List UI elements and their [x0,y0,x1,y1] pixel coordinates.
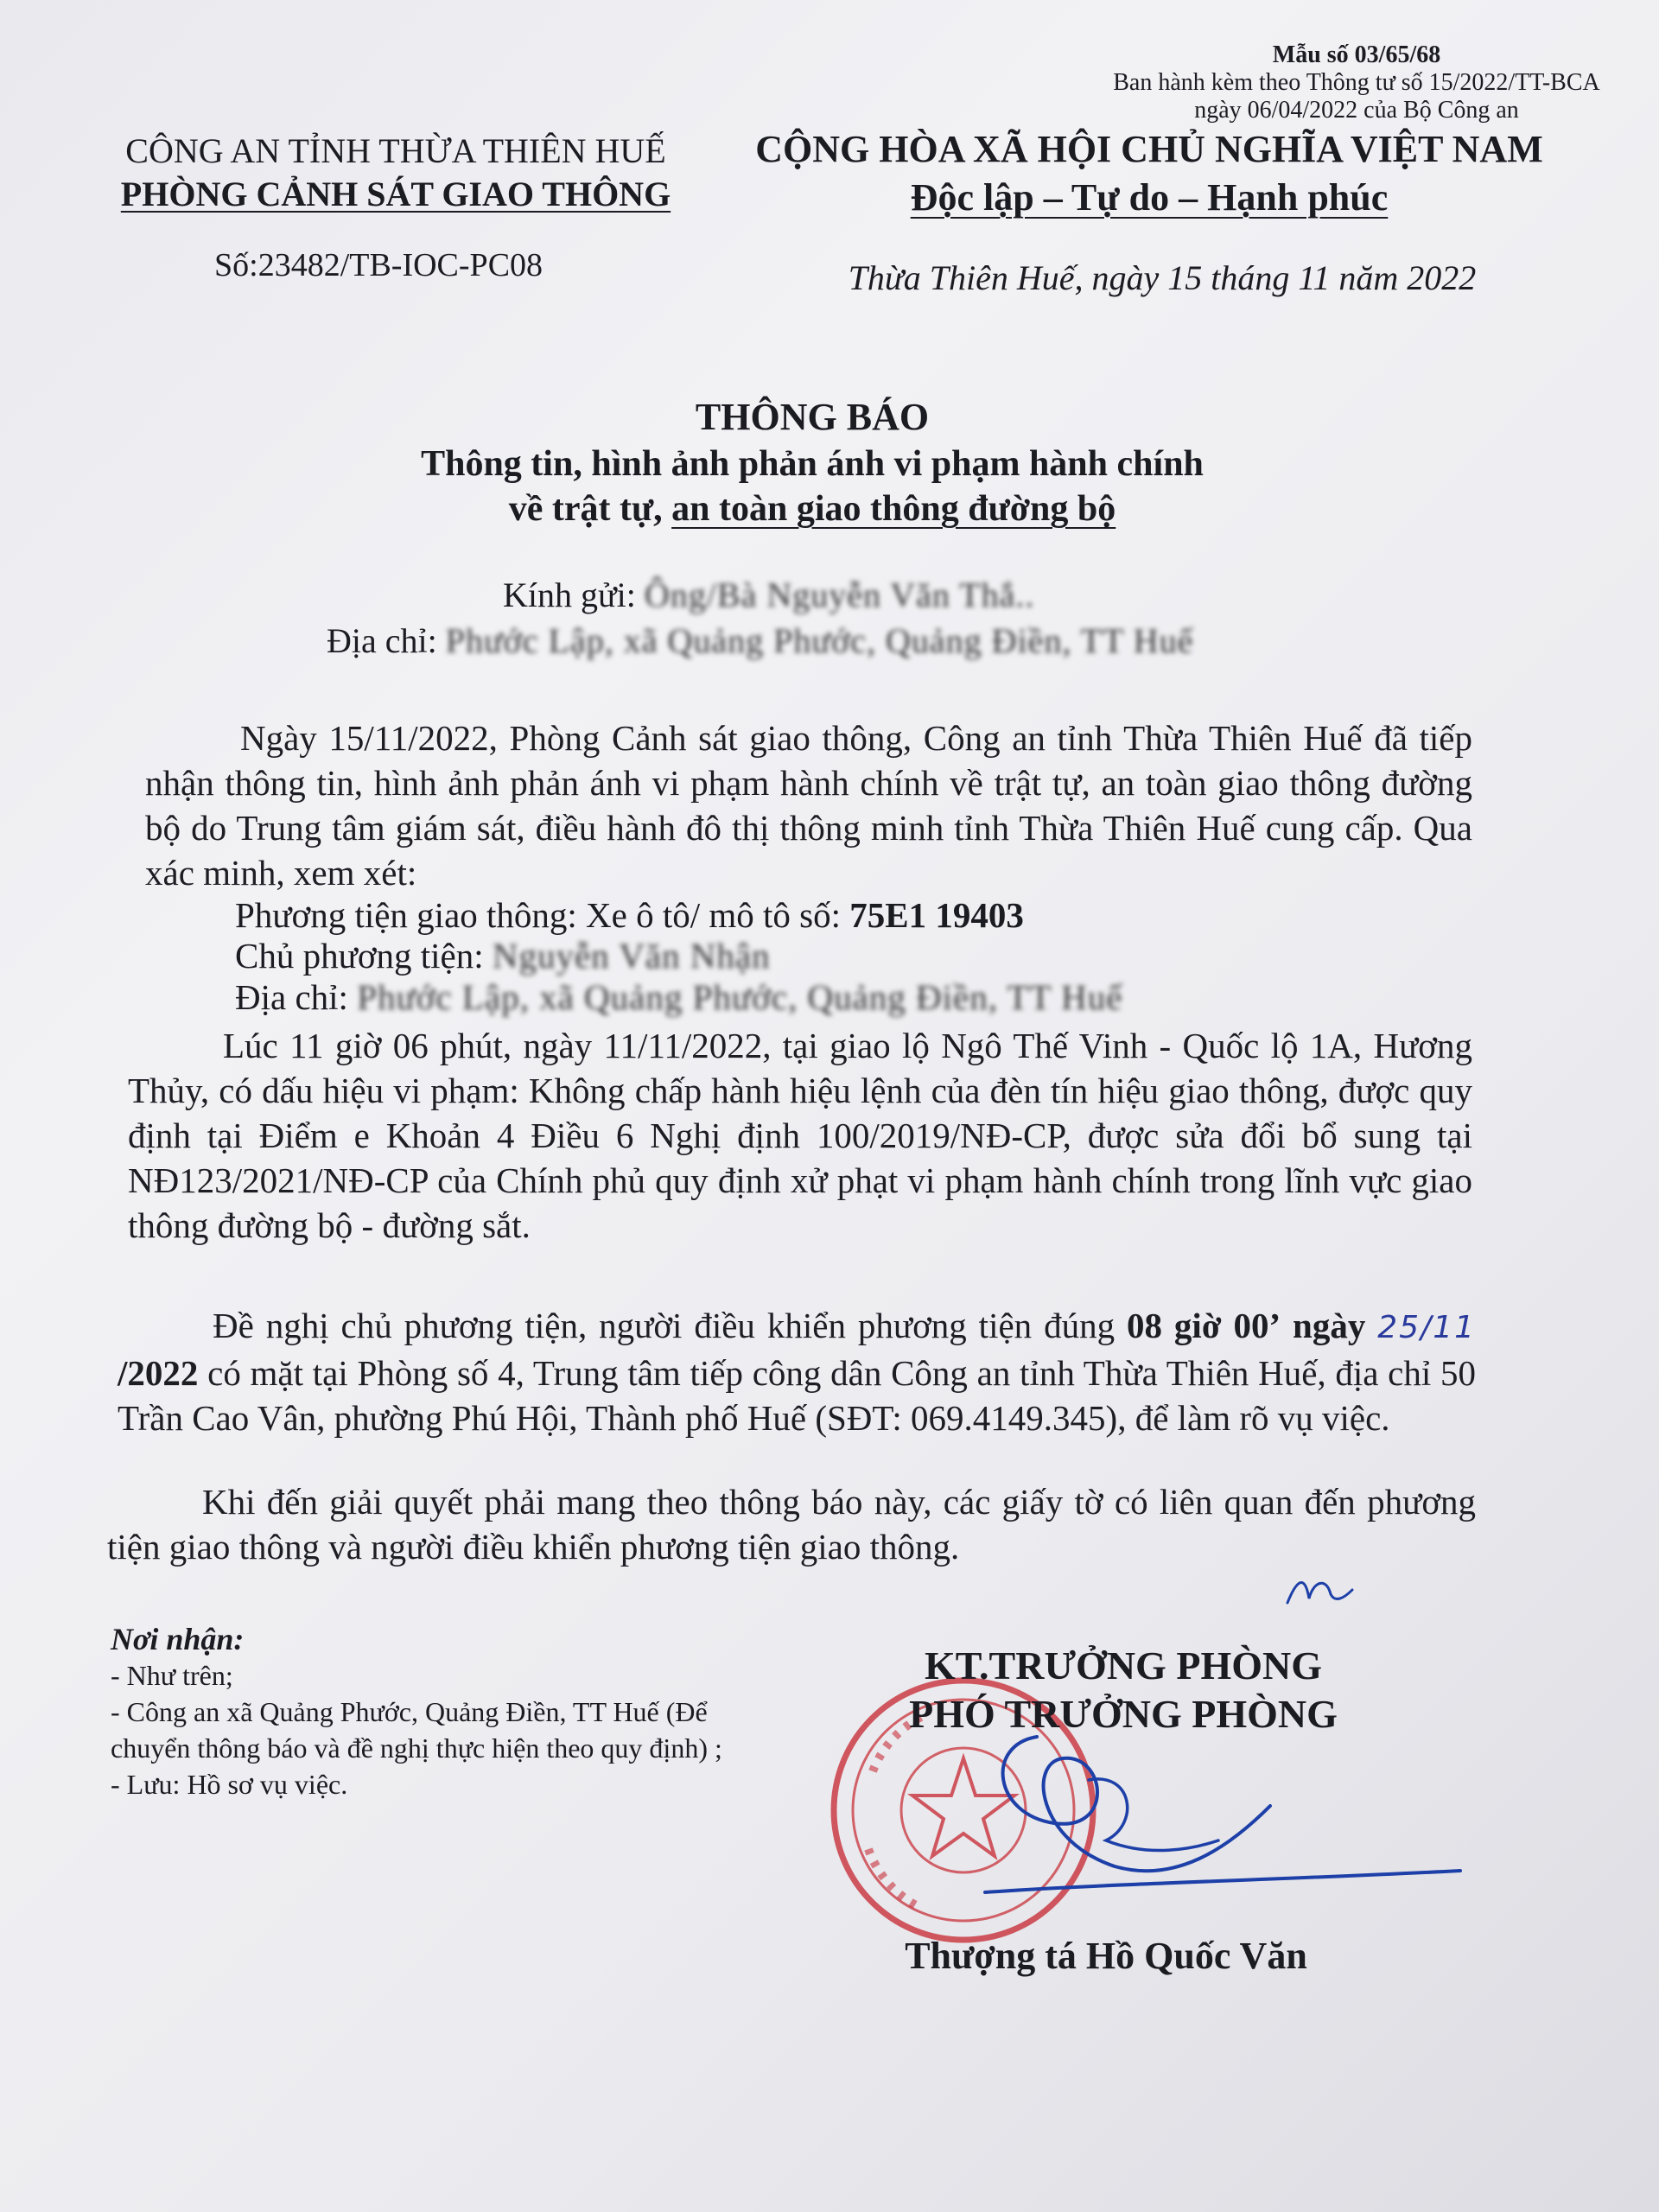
summons-time: 08 giờ 00’ [1127,1306,1281,1345]
recipient-item: - Như trên; [111,1660,233,1691]
form-number: Mẫu số 03/65/68 [1272,41,1441,68]
summons-year: /2022 [118,1353,199,1393]
handwritten-signature [933,1719,1486,1927]
owner-address-label: Địa chỉ: [235,977,348,1017]
body-paragraph-3 [118,1303,1476,1440]
recipients-heading: Nơi nhận: [111,1622,245,1656]
recipient-item: - Công an xã Quảng Phước, Quảng Điền, TT Huế (Để chuyển thông báo và đề nghị thực hiện theo quy định) ; [111,1696,722,1764]
handwritten-date: 25/11 [1377,1310,1477,1345]
agency-unit: PHÒNG CẢNH SÁT GIAO THÔNG [120,175,671,213]
addressee-line [503,575,1034,615]
title-block [259,393,1365,531]
nation-motto: Độc lập – Tự do – Hạnh phúc [910,176,1389,219]
agency-parent: CÔNG AN TỈNH THỪA THIÊN HUẾ [125,131,666,170]
form-issuance-line: Ban hành kèm theo Thông tư số 15/2022/TT-BCA [1113,69,1600,96]
initial-mark [1279,1564,1357,1616]
summons-day-label: ngày [1293,1306,1366,1345]
agency-header [93,130,698,216]
owner-label: Chủ phương tiện: [235,936,484,976]
form-code-block [1054,41,1659,124]
owner-value-redacted: Nguyễn Văn Nhận [492,936,771,976]
title-subtitle-1: Thông tin, hình ảnh phản ánh vi phạm hành chính [421,444,1204,484]
vehicle-plate: 75E1 19403 [849,895,1024,935]
body-paragraph-4 [107,1479,1476,1569]
summons-text-b: có mặt tại Phòng số 4, Trung tâm tiếp công dân Công an tỉnh Thừa Thiên Huế, địa chỉ 50 Trần Cao Vân, phường Phú Hội, Thành phố Huế (SĐT: 069.4149.345), để làm rõ vụ việc. [118,1353,1476,1438]
signer-name: Thượng tá Hồ Quốc Văn [905,1935,1307,1977]
addressee-address-label: Địa chỉ: [327,621,437,660]
title-subtitle-2 [259,486,1365,531]
body-paragraph-2 [128,1023,1472,1248]
addressee-address-line [327,620,1193,661]
title-subtitle-2-underlined: an toàn giao thông đường bộ [671,489,1116,529]
paragraph-violation: Lúc 11 giờ 06 phút, ngày 11/11/2022, tại giao lộ Ngô Thế Vinh - Quốc lộ 1A, Hương Thủy, có dấu hiệu vi phạm: Không chấp hành hiệu lệnh của đèn tín hiệu giao thông, được quy định tại Điểm e Khoản 4 Điều 6 Nghị định 100/2019/NĐ-CP, được sửa đổi bổ sung tại NĐ123/2021/NĐ-CP của Chính phủ quy định xử phạt vi phạm hành chính trong lĩnh vực giao thông đường bộ - đường sắt. [128,1026,1472,1245]
document-number: Số:23482/TB-IOC-PC08 [214,247,543,283]
paragraph-documents: Khi đến giải quyết phải mang theo thông báo này, các giấy tờ có liên quan đến phương tiện giao thông và người điều khiển phương tiện giao thông. [107,1482,1476,1567]
place-date: Thừa Thiên Huế, ngày 15 tháng 11 năm 2022 [848,258,1477,297]
signer-title-1: KT.TRƯỞNG PHÒNG [925,1643,1322,1688]
paragraph-receipt: Ngày 15/11/2022, Phòng Cảnh sát giao thông, Công an tỉnh Thừa Thiên Huế đã tiếp nhận thông tin, hình ảnh phản ánh vi phạm hành chính về trật tự, an toàn giao thông đường bộ do Trung tâm giám sát, điều hành đô thị thông minh tỉnh Thừa Thiên Huế cung cấp. Qua xác minh, xem xét: [145,718,1472,893]
nation-name: CỘNG HÒA XÃ HỘI CHỦ NGHĨA VIỆT NAM [755,128,1543,170]
owner-address-redacted: Phước Lập, xã Quảng Phước, Quảng Điền, TT Huế [357,977,1123,1017]
recipients-block [111,1621,733,1802]
addressee-value-redacted: Ông/Bà Nguyễn Văn Thắ.. [644,575,1035,614]
paragraph-summons [118,1303,1476,1440]
summons-text-a: Đề nghị chủ phương tiện, người điều khiển phương tiện đúng [213,1306,1128,1345]
recipient-item: - Lưu: Hồ sơ vụ việc. [111,1769,348,1800]
vehicle-label: Phương tiện giao thông: Xe ô tô/ mô tô số: [235,895,842,935]
signer-title-2: PHÓ TRƯỞNG PHÒNG [909,1692,1338,1736]
national-header [717,125,1581,222]
form-issuance-date: ngày 06/04/2022 của Bộ Công an [1194,97,1519,124]
vehicle-line [235,894,1024,936]
owner-line [235,935,771,976]
page-title: THÔNG BÁO [695,396,930,438]
addressee-address-redacted: Phước Lập, xã Quảng Phước, Quảng Điền, TT Huế [445,621,1194,660]
title-subtitle-2-prefix: về trật tự, [508,489,672,529]
owner-address-line [235,976,1122,1018]
body-paragraph-1 [145,715,1472,895]
addressee-label: Kính gửi: [503,575,636,614]
